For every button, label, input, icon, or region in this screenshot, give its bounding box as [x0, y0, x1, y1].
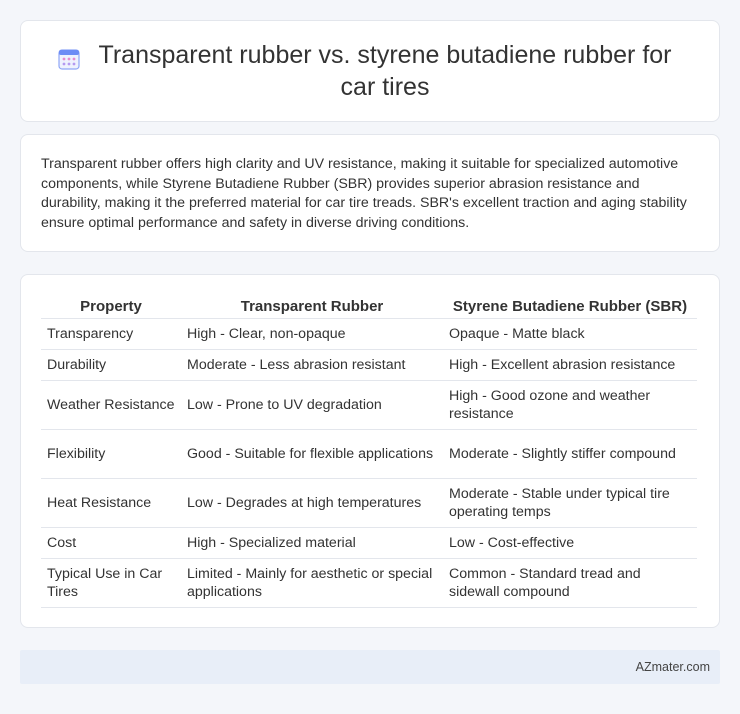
cell-property: Weather Resistance — [41, 381, 181, 430]
header-property: Property — [41, 293, 181, 319]
cell-property: Durability — [41, 350, 181, 381]
comparison-table — [41, 293, 697, 608]
table-row — [41, 430, 697, 479]
cell-transparent: Low - Degrades at high temperatures — [181, 479, 443, 528]
cell-transparent: Moderate - Less abrasion resistant — [181, 350, 443, 381]
table-row — [41, 350, 697, 381]
cell-sbr: Moderate - Slightly stiffer compound — [443, 430, 697, 479]
table-row — [41, 528, 697, 559]
footer — [20, 650, 720, 684]
table-row — [41, 381, 697, 430]
table-row — [41, 319, 697, 350]
table-row — [41, 479, 697, 528]
table-header-row — [41, 293, 697, 319]
cell-transparent: Limited - Mainly for aesthetic or special applications — [181, 559, 443, 608]
cell-transparent: High - Clear, non-opaque — [181, 319, 443, 350]
footer-brand: AZmater.com — [635, 660, 710, 674]
cell-sbr: Low - Cost-effective — [443, 528, 697, 559]
cell-property: Cost — [41, 528, 181, 559]
summary-card — [20, 134, 720, 252]
cell-transparent: Good - Suitable for flexible applications — [181, 430, 443, 479]
header-sbr: Styrene Butadiene Rubber (SBR) — [443, 293, 697, 319]
comparison-card — [20, 274, 720, 628]
cell-sbr: High - Good ozone and weather resistance — [443, 381, 697, 430]
cell-property: Typical Use in Car Tires — [41, 559, 181, 608]
cell-sbr: High - Excellent abrasion resistance — [443, 350, 697, 381]
cell-transparent: High - Specialized material — [181, 528, 443, 559]
cell-sbr: Common - Standard tread and sidewall compound — [443, 559, 697, 608]
table-row — [41, 559, 697, 608]
page-title: Transparent rubber vs. styrene butadiene rubber for car tires — [98, 41, 672, 101]
cell-property: Heat Resistance — [41, 479, 181, 528]
cell-property: Transparency — [41, 319, 181, 350]
cell-sbr: Moderate - Stable under typical tire operating temps — [443, 479, 697, 528]
title-card — [20, 20, 720, 122]
header-transparent-rubber: Transparent Rubber — [181, 293, 443, 319]
summary-text: Transparent rubber offers high clarity and UV resistance, making it suitable for specialized automotive components, while Styrene Butadiene Rubber (SBR) provides superior abrasion resistance and durability, making it the preferred material for car tire treads. SBR's excellent traction and aging stability ensure optimal performance and safety in diverse driving conditions. — [41, 156, 687, 231]
cell-sbr: Opaque - Matte black — [443, 319, 697, 350]
cell-property: Flexibility — [41, 430, 181, 479]
cell-transparent: Low - Prone to UV degradation — [181, 381, 443, 430]
